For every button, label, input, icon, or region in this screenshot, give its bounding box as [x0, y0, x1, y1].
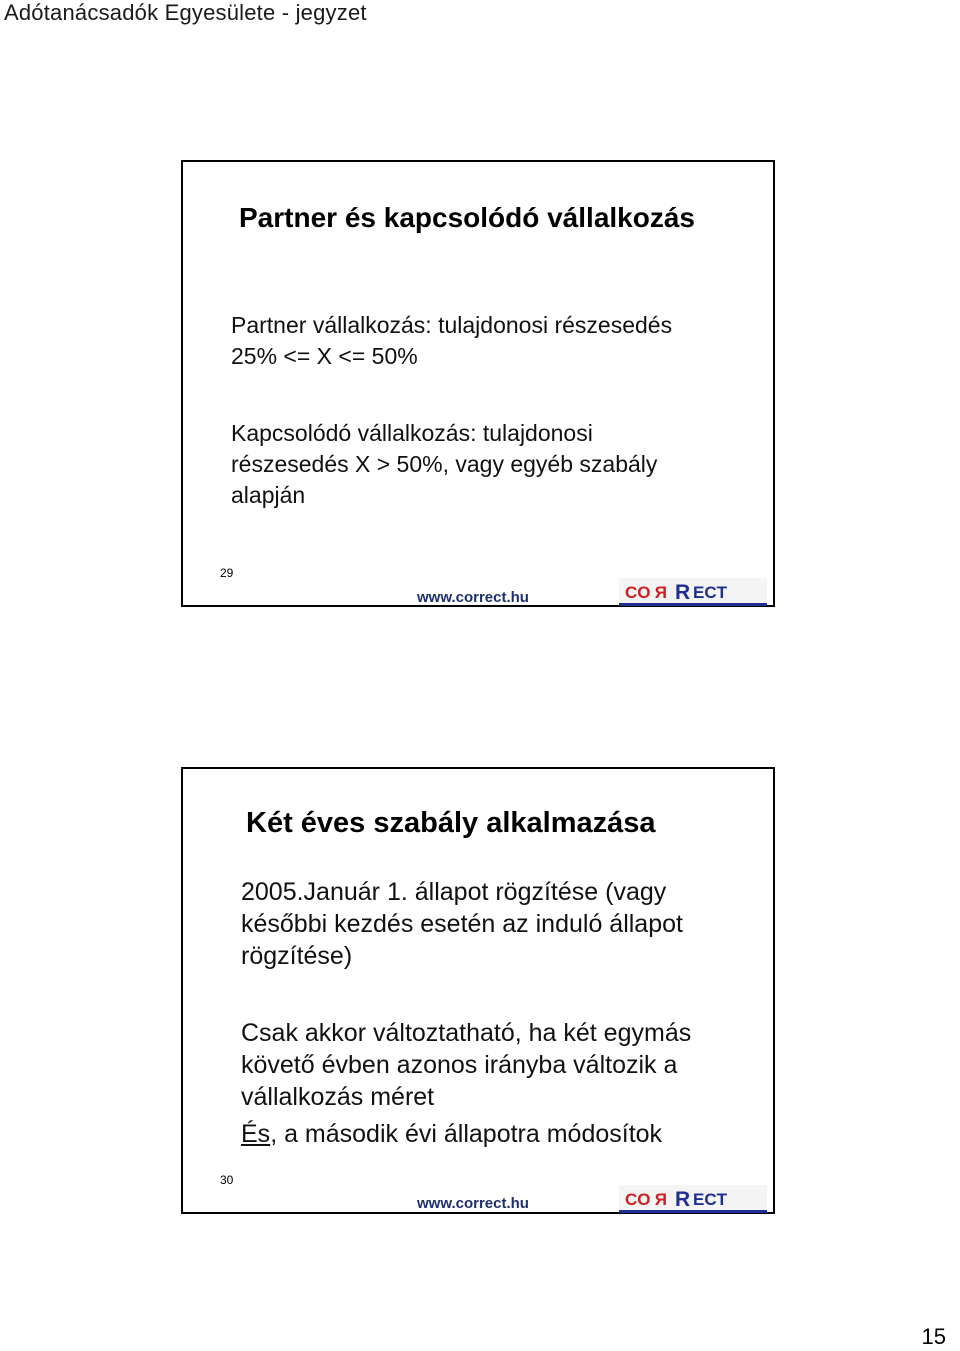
slide-paragraph	[231, 310, 761, 372]
svg-text:R: R	[654, 583, 667, 602]
underlined-word: És	[241, 1120, 271, 1148]
slide-number: 29	[220, 566, 234, 580]
text-line: későbbi kezdés esetén az induló állapot	[241, 910, 683, 938]
slide-title: Két éves szabály alkalmazása	[246, 807, 656, 839]
svg-text:ECT: ECT	[693, 1190, 727, 1209]
document-header: Adótanácsadók Egyesülete - jegyzet	[4, 0, 367, 25]
correct-logo-icon	[619, 1185, 767, 1210]
slide-paragraph	[241, 1017, 771, 1113]
text-line: alapján	[231, 482, 306, 508]
correct-logo-icon	[619, 578, 767, 603]
text-line-rest: , a második évi állapotra módosítok	[270, 1120, 663, 1148]
slide-30	[181, 767, 775, 1214]
slide-29	[181, 160, 775, 607]
text-line: részesedés X > 50%, vagy egyéb szabály	[231, 451, 658, 477]
text-line: 25% <= X <= 50%	[231, 343, 418, 369]
slide-title: Partner és kapcsolódó vállalkozás	[239, 202, 695, 233]
footer-url: www.correct.hu	[417, 1195, 529, 1212]
text-line: Partner vállalkozás: tulajdonosi részesedés	[231, 312, 673, 338]
slide-paragraph	[241, 876, 771, 972]
text-line: vállalkozás méret	[241, 1083, 435, 1111]
text-line: követő évben azonos irányba változik a	[241, 1051, 678, 1079]
correct-logo	[619, 1185, 767, 1213]
footer-url: www.correct.hu	[417, 589, 529, 606]
slide-number: 30	[220, 1173, 234, 1187]
svg-text:R: R	[654, 1190, 667, 1209]
text-line: 2005.Január 1. állapot rögzítése (vagy	[241, 878, 667, 906]
svg-text:R: R	[675, 1188, 691, 1210]
svg-text:ECT: ECT	[693, 583, 727, 602]
text-line	[241, 1118, 771, 1150]
page-number: 15	[921, 1324, 946, 1349]
text-line: Kapcsolódó vállalkozás: tulajdonosi	[231, 420, 593, 446]
svg-text:CO: CO	[625, 1190, 651, 1209]
text-line: rögzítése)	[241, 942, 353, 970]
slide-paragraph	[231, 418, 761, 511]
svg-text:R: R	[675, 581, 691, 603]
text-line: Csak akkor változtatható, ha két egymás	[241, 1019, 692, 1047]
svg-text:CO: CO	[625, 583, 651, 602]
correct-logo	[619, 578, 767, 606]
slide-paragraph	[241, 1118, 771, 1150]
